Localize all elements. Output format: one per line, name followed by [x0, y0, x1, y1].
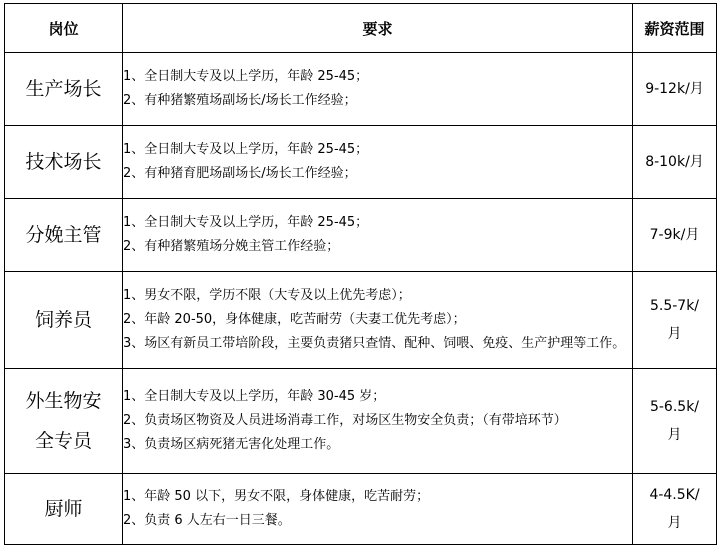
table-row	[5, 474, 717, 545]
salary-unit: 月	[667, 326, 682, 342]
position-cell	[5, 53, 123, 126]
salary-cell	[633, 474, 717, 545]
requirement-line: 1、男女不限，学历不限（大专及以上优先考虑）；	[123, 288, 411, 303]
requirements-cell	[123, 474, 633, 545]
requirement-line: 3、负责场区病死猪无害化处理工作。	[123, 437, 340, 452]
requirements-cell	[123, 53, 633, 126]
position-name-line: 外生物安	[25, 390, 102, 412]
table-row	[5, 272, 717, 369]
requirement-line: 1、年龄 50 以下，男女不限，身体健康，吃苦耐劳；	[123, 489, 430, 504]
salary-value: 8-10k/月	[645, 154, 704, 170]
salary-cell	[633, 199, 717, 272]
position-name: 技术场长	[25, 151, 102, 173]
salary-cell	[633, 53, 717, 126]
requirement-line: 1、全日制大专及以上学历，年龄 25-45；	[123, 142, 369, 157]
table-row	[5, 53, 717, 126]
salary-value: 9-12k/月	[645, 81, 704, 97]
position-name: 分娩主管	[25, 224, 102, 246]
position-cell	[5, 369, 123, 474]
requirements-cell	[123, 199, 633, 272]
requirements-cell	[123, 126, 633, 199]
salary-value: 5-6.5k/	[649, 399, 700, 415]
requirement-line: 1、全日制大专及以上学历，年龄 25-45；	[123, 215, 369, 230]
table-row	[5, 369, 717, 474]
table-row	[5, 199, 717, 272]
header-requirements: 要求	[123, 4, 633, 53]
salary-value: 5.5-7k/	[649, 298, 700, 314]
position-cell	[5, 474, 123, 545]
requirement-line: 1、全日制大专及以上学历，年龄 30-45 岁；	[123, 389, 386, 404]
requirement-line: 2、负责 6 人左右一日三餐。	[123, 513, 291, 528]
requirements-cell	[123, 272, 633, 369]
requirements-cell	[123, 369, 633, 474]
salary-cell	[633, 126, 717, 199]
salary-unit: 月	[667, 427, 682, 443]
salary-cell	[633, 369, 717, 474]
requirement-line: 2、有种猪育肥场副场长/场长工作经验；	[123, 166, 357, 181]
salary-unit: 月	[667, 515, 682, 531]
requirement-line: 2、有种猪繁殖场副场长/场长工作经验；	[123, 93, 357, 108]
position-name-line: 全专员	[34, 430, 92, 452]
position-cell	[5, 126, 123, 199]
position-cell	[5, 199, 123, 272]
requirement-line: 2、年龄 20-50，身体健康，吃苦耐劳（夫妻工优先考虑）；	[123, 312, 466, 327]
requirement-line: 2、负责场区物资及人员进场消毒工作，对场区生物安全负责；（有带培环节）	[123, 413, 567, 428]
salary-value: 4-4.5K/	[649, 487, 700, 503]
position-name: 饲养员	[34, 309, 92, 331]
requirement-line: 2、有种猪繁殖场分娩主管工作经验；	[123, 239, 340, 254]
salary-value: 7-9k/月	[649, 227, 700, 243]
job-table	[4, 3, 717, 545]
table-row	[5, 126, 717, 199]
requirement-line: 3、场区有新员工带培阶段，主要负责猪只查情、配种、饲喂、免疫、生产护理等工作。	[123, 336, 626, 351]
requirement-line: 1、全日制大专及以上学历，年龄 25-45；	[123, 69, 369, 84]
position-name: 生产场长	[25, 78, 102, 100]
header-position: 岗位	[5, 4, 123, 53]
header-salary: 薪资范围	[633, 4, 717, 53]
position-name: 厨师	[44, 498, 83, 520]
position-cell	[5, 272, 123, 369]
table-header-row	[5, 4, 717, 53]
salary-cell	[633, 272, 717, 369]
